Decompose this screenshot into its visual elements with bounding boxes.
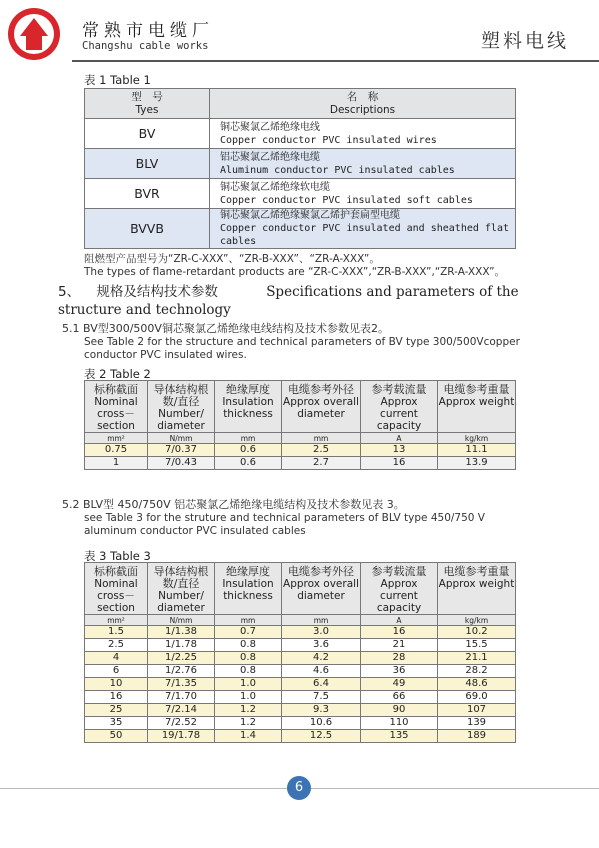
th-zh: 标称截面 [94,565,138,578]
cell: 90 [361,704,438,717]
th-weight [438,381,516,433]
s51-cn: 5.1 BV型300/500V铜芯聚氯乙烯绝缘电线结构及技术参数见表2。 [62,322,389,335]
table-row [85,444,516,457]
table-row [85,691,516,704]
th-nominal [85,381,148,433]
cell: 21.1 [438,652,516,665]
desc-cn: 铜芯聚氯乙烯绝缘电线 [220,121,320,133]
table1-desc-cell [210,179,516,209]
cell: 110 [361,717,438,730]
cell: 7.5 [282,691,361,704]
desc-en: Copper conductor PVC insulated and sheathed flat cables [220,223,509,247]
cell: 139 [438,717,516,730]
cell: 1.2 [215,704,282,717]
table1 [84,88,516,249]
desc-en: Aluminum conductor PVC insulated cables [220,164,455,176]
table1-row [85,209,516,249]
unit-cell: kg/km [438,433,516,444]
unit-cell: mm² [85,615,148,626]
th-zh: 绝缘厚度 [226,383,270,396]
table3-header-row [85,563,516,615]
table1-head-name-en: Descriptions [329,103,396,116]
cell: 189 [438,730,516,743]
table1-head-type-cn: 型 号 [131,90,163,103]
table-row [85,652,516,665]
section5-cn: 规格及结构技术参数 [96,284,218,300]
th-insulation [215,381,282,433]
table-row [85,639,516,652]
table1-desc-cell [210,149,516,179]
cell: 11.1 [438,444,516,457]
th-en: Approx overall diameter [283,396,359,420]
category-title: 塑料电线 [480,30,569,52]
table1-desc-cell [210,119,516,149]
cell: 4.6 [282,665,361,678]
cell: 7/2.52 [148,717,215,730]
desc-cn: 铜芯聚氯乙烯绝缘聚氯乙烯护套扁型电缆 [220,210,400,221]
header-divider [72,60,599,62]
th-en: Nominal cross－section [94,396,138,432]
s51-en: See Table 2 for the structure and technical parameters of BV type 300/500Vcopper conductor PVC insulated wires. [84,336,520,361]
th-zh: 绝缘厚度 [226,565,270,578]
cell: 69.0 [438,691,516,704]
cell: 15.5 [438,639,516,652]
cell: 1/1.78 [148,639,215,652]
table-row [85,665,516,678]
cell: 66 [361,691,438,704]
cell: 2.7 [282,457,361,470]
th-zh: 导体结构根数/直径 [153,565,209,590]
unit-cell: mm [282,433,361,444]
cell: 2.5 [85,639,148,652]
cell: 4.2 [282,652,361,665]
th-number [148,381,215,433]
table2-unit-row [85,433,516,444]
cell: 9.3 [282,704,361,717]
table-row [85,626,516,639]
unit-cell: N/mm [148,433,215,444]
th-zh: 标称截面 [94,383,138,396]
company-name-cn: 常熟市电缆厂 [82,21,214,41]
table1-type-cell: BVR [85,179,210,209]
th-en: Insulation thickness [222,396,274,420]
cell: 4 [85,652,148,665]
cell: 10 [85,678,148,691]
cell: 1/2.25 [148,652,215,665]
cell: 1/2.76 [148,665,215,678]
unit-cell: A [361,433,438,444]
table1-type-cell: BV [85,119,210,149]
desc-cn: 铝芯聚氯乙烯绝缘电缆 [220,151,320,163]
cell: 107 [438,704,516,717]
cell: 1.0 [215,691,282,704]
table-row [85,704,516,717]
th-weight [438,563,516,615]
cell: 0.8 [215,639,282,652]
cell: 48.6 [438,678,516,691]
cell: 28 [361,652,438,665]
th-current [361,381,438,433]
table-row [85,730,516,743]
table3-unit-row [85,615,516,626]
th-nominal [85,563,148,615]
th-en: Number/ diameter [157,408,205,432]
cell: 1.0 [215,678,282,691]
table1-desc-cell [210,209,516,249]
cell: 3.6 [282,639,361,652]
cell: 7/0.37 [148,444,215,457]
cell: 10.6 [282,717,361,730]
cell: 35 [85,717,148,730]
th-insulation [215,563,282,615]
th-en: Number/ diameter [157,590,205,614]
desc-cn: 铜芯聚氯乙烯绝缘软电缆 [220,181,330,193]
table3-caption: 表 3 Table 3 [84,549,151,563]
unit-cell: mm [215,433,282,444]
page-header [0,0,599,68]
cell: 3.0 [282,626,361,639]
cell: 6.4 [282,678,361,691]
cell: 16 [361,457,438,470]
th-current [361,563,438,615]
th-en: Approx current capacity [376,396,422,432]
cell: 2.5 [282,444,361,457]
desc-en: Copper conductor PVC insulated wires [220,134,437,146]
unit-cell: N/mm [148,615,215,626]
th-en: Approx weight [438,396,515,408]
cell: 49 [361,678,438,691]
th-zh: 电缆参考外径 [288,383,354,396]
cell: 1 [85,457,148,470]
th-zh: 参考载流量 [371,383,427,396]
unit-cell: A [361,615,438,626]
cell: 6 [85,665,148,678]
table1-caption: 表 1 Table 1 [84,73,151,87]
table1-header-name [210,89,516,119]
th-diameter [282,381,361,433]
cell: 19/1.78 [148,730,215,743]
table1-header-type [85,89,210,119]
s52-cn: 5.2 BLV型 450/750V 铝芯聚氯乙烯绝缘电缆结构及技术参数见表 3。 [62,498,405,511]
table1-row [85,119,516,149]
cell: 50 [85,730,148,743]
cell: 36 [361,665,438,678]
cell: 13.9 [438,457,516,470]
cell: 13 [361,444,438,457]
th-en: Approx overall diameter [283,578,359,602]
cell: 0.75 [85,444,148,457]
cell: 135 [361,730,438,743]
flame-note-en: The types of flame-retardant products are “ZR-C-XXX”,“ZR-B-XXX”,“ZR-A-XXX”。 [84,266,506,278]
cell: 12.5 [282,730,361,743]
cell: 0.8 [215,652,282,665]
section5-heading [58,283,538,319]
cell: 1.5 [85,626,148,639]
table-row [85,717,516,730]
th-zh: 参考载流量 [371,565,427,578]
cell: 0.8 [215,665,282,678]
unit-cell: mm [282,615,361,626]
cell: 1/1.38 [148,626,215,639]
cell: 7/1.70 [148,691,215,704]
cell: 0.6 [215,444,282,457]
cell: 21 [361,639,438,652]
table2-header-row [85,381,516,433]
table1-head-type-en: Tyes [135,103,159,116]
cell: 16 [361,626,438,639]
cell: 1.2 [215,717,282,730]
th-en: Nominal cross－section [94,578,138,614]
table1-type-cell: BLV [85,149,210,179]
table1-row [85,179,516,209]
section5-num: 5、 [58,284,81,300]
cell: 7/0.43 [148,457,215,470]
cell: 16 [85,691,148,704]
table1-head-name-cn: 名 称 [346,90,379,103]
table3 [84,562,516,743]
flame-note-cn: 阻燃型产品型号为“ZR-C-XXX”、“ZR-B-XXX”、“ZR-A-XXX”。 [84,253,380,265]
th-en: Approx weight [438,578,515,590]
cell: 28.2 [438,665,516,678]
company-logo-icon [6,6,62,62]
table1-row [85,149,516,179]
s52-en: see Table 3 for the struture and technical parameters of BLV type 450/750 V aluminum conductor PVC insulated cables [84,512,485,537]
unit-cell: mm [215,615,282,626]
cell: 0.7 [215,626,282,639]
th-en: Insulation thickness [222,578,274,602]
section5-en: Specifications and parameters of the structure and technology [58,284,519,318]
th-number [148,563,215,615]
cell: 25 [85,704,148,717]
th-en: Approx current capacity [376,578,422,614]
cell: 10.2 [438,626,516,639]
table2-caption: 表 2 Table 2 [84,367,151,381]
page-number: 6 [287,776,311,800]
unit-cell: mm² [85,433,148,444]
th-zh: 电缆参考外径 [288,565,354,578]
th-diameter [282,563,361,615]
unit-cell: kg/km [438,615,516,626]
cell: 1.4 [215,730,282,743]
desc-en: Copper conductor PVC insulated soft cables [220,194,473,206]
table-row [85,457,516,470]
table2 [84,380,516,470]
cell: 7/1.35 [148,678,215,691]
th-zh: 电缆参考重量 [443,565,510,578]
cell: 7/2.14 [148,704,215,717]
table-row [85,678,516,691]
th-zh: 导体结构根数/直径 [153,383,209,408]
cell: 0.6 [215,457,282,470]
table1-type-cell: BVVB [85,209,210,249]
th-zh: 电缆参考重量 [443,383,510,396]
company-name-en: Changshu cable works [82,40,209,52]
